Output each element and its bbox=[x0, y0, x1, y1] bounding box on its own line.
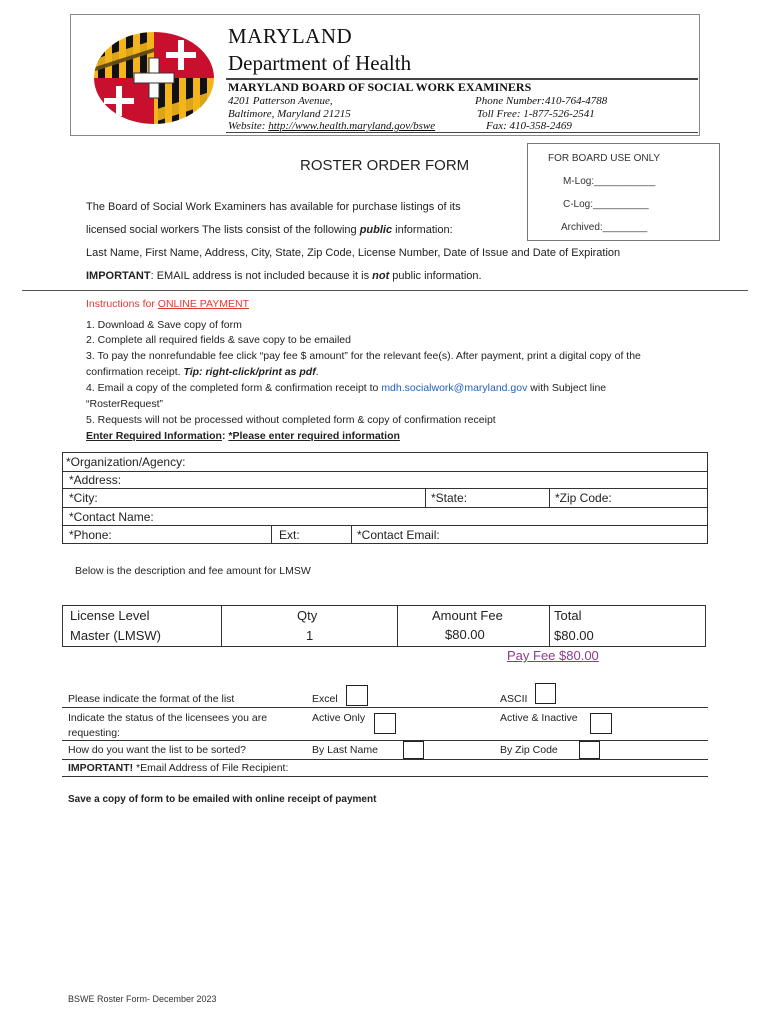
city-state-zip-row bbox=[63, 489, 707, 508]
state-field-label[interactable]: *State: bbox=[431, 491, 468, 505]
maryland-flag-seal-icon bbox=[92, 30, 216, 126]
save-note: Save a copy of form to be emailed with online receipt of payment bbox=[68, 794, 377, 805]
fee-header-amount: Amount Fee bbox=[432, 608, 503, 623]
status-active-only-checkbox[interactable] bbox=[374, 713, 396, 734]
status-active-inactive-label: Active & Inactive bbox=[500, 712, 578, 724]
instructions-title-pre: Instructions for bbox=[86, 298, 158, 310]
instruction-step-4b: “RosterRequest” bbox=[86, 398, 164, 410]
email-link[interactable]: mdh.socialwork@maryland.gov bbox=[381, 382, 528, 394]
org-row[interactable] bbox=[63, 453, 707, 472]
intro-line1: The Board of Social Work Examiners has available for purchase listings of its bbox=[86, 201, 461, 213]
sort-last-name-checkbox[interactable] bbox=[403, 741, 424, 759]
important-label: IMPORTANT bbox=[86, 270, 151, 282]
fax-number: Fax: 410-358-2469 bbox=[486, 120, 572, 132]
section-divider bbox=[22, 290, 748, 291]
intro-public-emphasis: public bbox=[359, 224, 393, 236]
recipient-email-label: *Email Address of File Recipient: bbox=[133, 762, 289, 774]
important-line bbox=[86, 270, 482, 282]
fee-row-license-level: Master (LMSW) bbox=[70, 628, 161, 643]
status-question-line1: Indicate the status of the licensees you are bbox=[68, 712, 268, 724]
org-name-line2: Department of Health bbox=[228, 51, 412, 75]
sort-zip-checkbox[interactable] bbox=[579, 741, 600, 759]
address-line1: 4201 Patterson Avenue, bbox=[228, 95, 333, 107]
address-line2: Baltimore, Maryland 21215 bbox=[228, 108, 351, 120]
required-sep: : bbox=[221, 430, 229, 442]
fields-line: Last Name, First Name, Address, City, State, Zip Code, License Number, Date of Issue and Date of Expiration bbox=[86, 247, 621, 259]
zip-field-label[interactable]: *Zip Code: bbox=[555, 491, 612, 505]
required-note: *Please enter required information bbox=[228, 430, 400, 442]
format-question: Please indicate the format of the list bbox=[68, 693, 235, 705]
instruction-step-2: 2. Complete all required fields & save copy to be emailed bbox=[86, 334, 351, 346]
contact-name-field-label: *Contact Name: bbox=[69, 510, 154, 524]
important-pre: : EMAIL address is not included because it is bbox=[150, 270, 373, 282]
mlog-field: M-Log:___________ bbox=[563, 176, 656, 187]
recipient-important-label: IMPORTANT! bbox=[68, 762, 134, 774]
org-name-line1: MARYLAND bbox=[228, 24, 353, 48]
fee-header-qty: Qty bbox=[297, 608, 318, 623]
city-field-label[interactable]: *City: bbox=[69, 491, 98, 505]
sort-zip-label: By Zip Code bbox=[500, 744, 558, 756]
status-active-only-label: Active Only bbox=[312, 712, 366, 724]
recipient-email-field[interactable] bbox=[68, 762, 288, 774]
format-excel-label: Excel bbox=[312, 693, 338, 705]
intro-line2-pre: licensed social workers The lists consist of the following bbox=[86, 224, 360, 236]
step4a-pre: 4. Email a copy of the completed form & confirmation receipt to bbox=[86, 382, 382, 394]
website-link[interactable]: http://www.health.maryland.gov/bswe bbox=[268, 120, 436, 132]
sort-question: How do you want the list to be sorted? bbox=[68, 744, 247, 756]
step3b-tip: Tip: right-click/print as pdf bbox=[183, 366, 316, 378]
header-bottom-rule bbox=[226, 132, 698, 133]
board-name: MARYLAND BOARD OF SOCIAL WORK EXAMINERS bbox=[228, 80, 532, 94]
board-use-title: FOR BOARD USE ONLY bbox=[548, 153, 661, 164]
page-footer: BSWE Roster Form- December 2023 bbox=[68, 994, 217, 1004]
instruction-step-3a: 3. To pay the nonrefundable fee click “pay fee $ amount” for the relevant fee(s). After payment, print a digital copy of the bbox=[86, 350, 641, 362]
online-payment-link[interactable]: ONLINE PAYMENT bbox=[157, 298, 249, 310]
phone-number: Phone Number:410-764-4788 bbox=[475, 95, 608, 107]
step4a-post: with Subject line bbox=[527, 382, 607, 394]
phone-email-row bbox=[63, 526, 707, 544]
toll-free-number: Toll Free: 1-877-526-2541 bbox=[477, 108, 595, 120]
instruction-step-1: 1. Download & Save copy of form bbox=[86, 319, 242, 331]
format-ascii-checkbox[interactable] bbox=[535, 683, 556, 704]
status-question-line2: requesting: bbox=[68, 727, 120, 739]
website-line bbox=[228, 120, 435, 132]
clog-field: C-Log:__________ bbox=[563, 199, 649, 210]
intro-line2 bbox=[86, 224, 453, 236]
contact-info-table bbox=[62, 452, 708, 544]
contact-email-field-label[interactable]: *Contact Email: bbox=[357, 528, 440, 542]
fee-table bbox=[62, 605, 706, 647]
fee-row-total: $80.00 bbox=[554, 628, 594, 643]
step3b-post: . bbox=[315, 366, 319, 378]
status-active-inactive-checkbox[interactable] bbox=[590, 713, 612, 734]
pay-fee-button[interactable]: Pay Fee $80.00 bbox=[507, 648, 599, 663]
instructions-title bbox=[86, 298, 249, 310]
step3b-pre: confirmation receipt. bbox=[86, 366, 184, 378]
website-label: Website: bbox=[228, 120, 266, 132]
fee-row-amount: $80.00 bbox=[445, 627, 485, 642]
format-ascii-label: ASCII bbox=[500, 693, 528, 705]
required-info-line bbox=[86, 430, 400, 442]
fee-intro: Below is the description and fee amount for LMSW bbox=[75, 565, 311, 577]
ext-field-label[interactable]: Ext: bbox=[279, 528, 300, 542]
fee-header-total: Total bbox=[554, 608, 582, 623]
phone-field-label[interactable]: *Phone: bbox=[69, 528, 112, 542]
form-title: ROSTER ORDER FORM bbox=[300, 157, 470, 174]
instruction-step-5: 5. Requests will not be processed without completed form & copy of confirmation receipt bbox=[86, 414, 496, 426]
fee-row-qty: 1 bbox=[306, 628, 314, 643]
org-field-label: *Organization/Agency: bbox=[66, 455, 186, 469]
sort-last-name-label: By Last Name bbox=[312, 744, 378, 756]
instruction-step-4a bbox=[86, 382, 606, 394]
important-post: public information. bbox=[389, 270, 482, 282]
required-label: Enter Required Information bbox=[86, 430, 222, 442]
fee-header-license-level: License Level bbox=[70, 608, 150, 623]
instruction-step-3b bbox=[86, 366, 319, 378]
address-field-label: *Address: bbox=[69, 473, 122, 487]
contact-name-row[interactable] bbox=[63, 508, 707, 526]
intro-line2-post: information: bbox=[392, 224, 453, 236]
address-row[interactable] bbox=[63, 472, 707, 489]
format-excel-checkbox[interactable] bbox=[346, 685, 368, 706]
archived-field: Archived:________ bbox=[561, 222, 648, 233]
important-not-emphasis: not bbox=[372, 270, 390, 282]
